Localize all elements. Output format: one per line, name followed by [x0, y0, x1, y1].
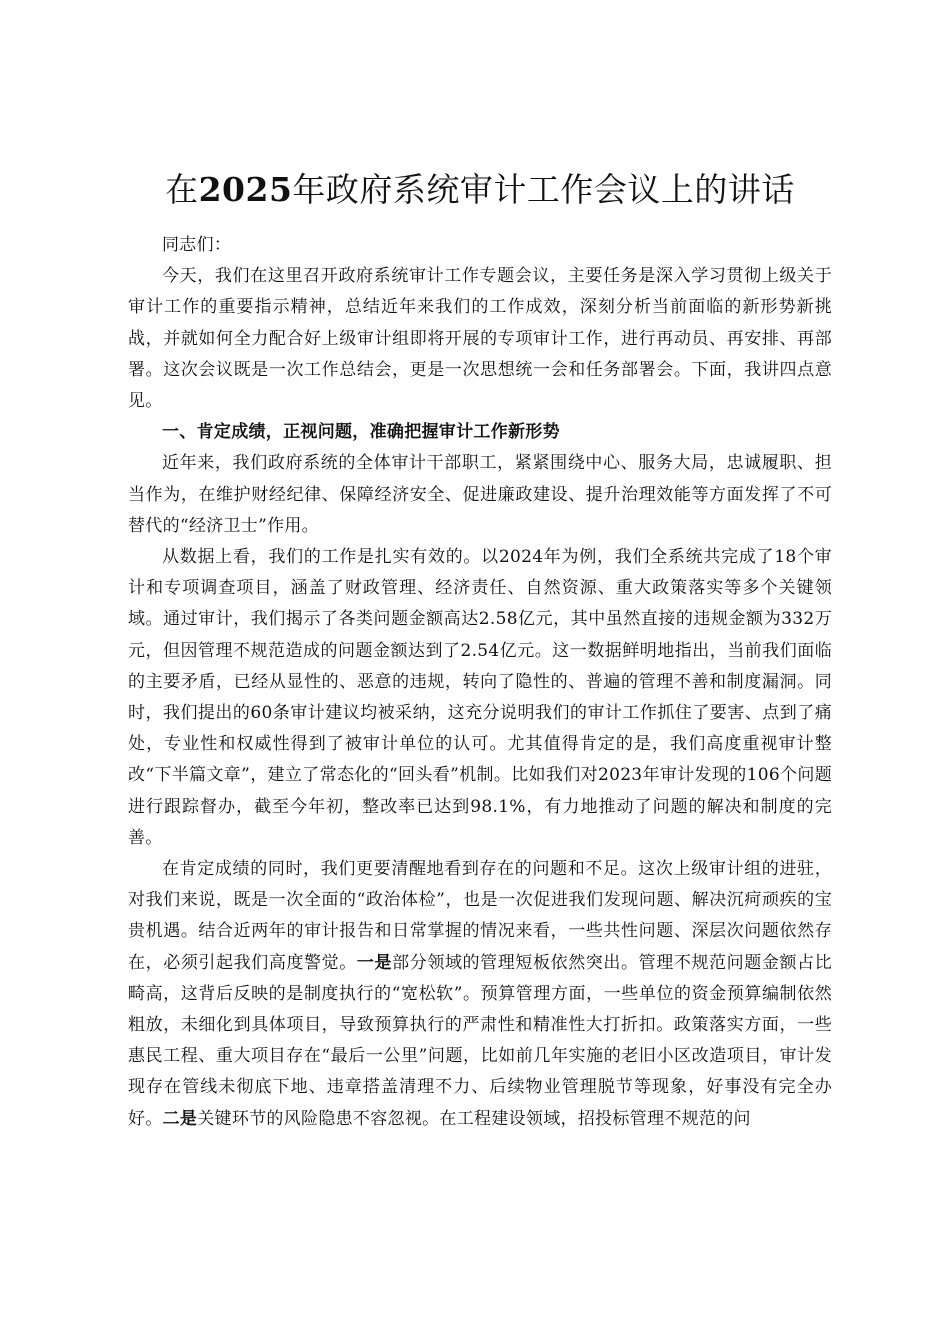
document-page: [128, 168, 832, 1135]
paragraph-intro: 今天，我们在这里召开政府系统审计工作专题会议，主要任务是深入学习贯彻上级关于审计工作的重要指示精神，总结近年来我们的工作成效，深刻分析当前面临的新形势新挑战，并就如何全力配合好上级审计组即将开展的专项审计工作，进行再动员、再安排、再部署。这次会议既是一次工作总结会，更是一次思想统一会和任务部署会。下面，我讲四点意见。: [128, 266, 832, 412]
greeting: 同志们：: [162, 235, 232, 255]
title-suffix: 年政府系统审计工作会议上的讲话: [292, 170, 795, 209]
title-year: 2025: [198, 170, 293, 209]
title-prefix: 在: [165, 170, 199, 209]
problems-text-b: 部分领域的管理短板依然突出。管理不规范问题金额占比畸高，这背后反映的是制度执行的“宽松软”。预算管理方面，一些单位的资金预算编制依然粗放，未细化到具体项目，导致预算执行的严肃性和精准性大打折扣。政策落实方面，一些惠民工程、重大项目存在“最后一公里”问题，比如前几年实施的老旧小区改造项目，审计发现存在管线未彻底下地、违章搭盖清理不力、后续物业管理脱节等现象，好事没有完全办好。: [128, 952, 832, 1129]
problems-text-c: 关键环节的风险隐患不容忽视。在工程建设领域，招投标管理不规范的问: [197, 1108, 751, 1129]
paragraph-achievements: 近年来，我们政府系统的全体审计干部职工，紧紧围绕中心、服务大局，忠诚履职、担当作为，在维护财经纪律、保障经济安全、促进廉政建设、提升治理效能等方面发挥了不可替代的“经济卫士”作用。: [128, 453, 832, 536]
document-title: [128, 168, 832, 212]
point-two-label: 二是: [162, 1108, 198, 1129]
paragraph-problems: [128, 854, 832, 1135]
point-one-label: 一是: [356, 952, 393, 973]
section-heading-1: 一、肯定成绩，正视问题，准确把握审计工作新形势: [162, 422, 560, 443]
paragraph-data: 从数据上看，我们的工作是扎实有效的。以2024年为例，我们全系统共完成了18个审计和专项调查项目，涵盖了财政管理、经济责任、自然资源、重大政策落实等多个关键领域。通过审计，我们揭示了各类问题金额高达2.58亿元，其中虽然直接的违规金额为332万元，但因管理不规范造成的问题金额达到了2.54亿元。这一数据鲜明地指出，当前我们面临的主要矛盾，已经从显性的、恶意的违规，转向了隐性的、普遍的管理不善和制度漏洞。同时，我们提出的60条审计建议均被采纳，这充分说明我们的审计工作抓住了要害、点到了痛处，专业性和权威性得到了被审计单位的认可。尤其值得肯定的是，我们高度重视审计整改“下半篇文章”，建立了常态化的“回头看”机制。比如我们对2023年审计发现的106个问题进行跟踪督办，截至今年初，整改率已达到98.1%，有力地推动了问题的解决和制度的完善。: [128, 547, 832, 848]
problems-text-a: 在肯定成绩的同时，我们更要清醒地看到存在的问题和不足。这次上级审计组的进驻，对我们来说，既是一次全面的“政治体检”，也是一次促进我们发现问题、解决沉疴顽疾的宝贵机遇。结合近两年的审计报告和日常掌握的情况来看，一些共性问题、深层次问题依然存在，必须引起我们高度警觉。: [128, 859, 832, 973]
